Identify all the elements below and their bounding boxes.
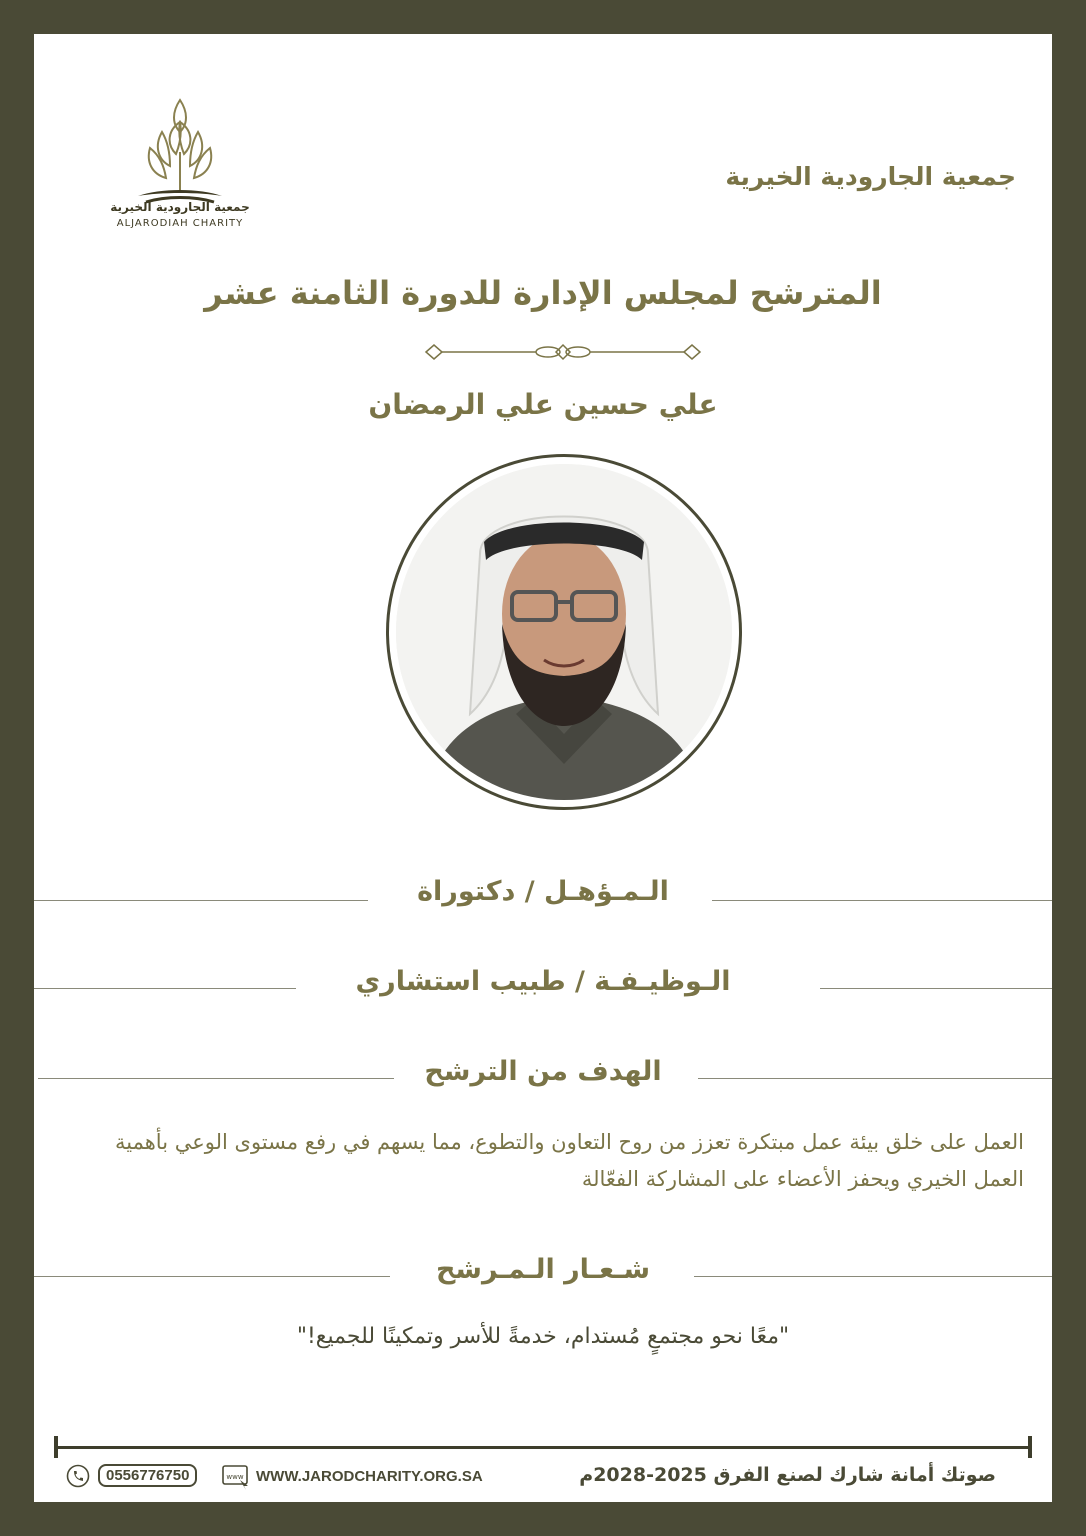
goal-text: العمل على خلق بيئة عمل مبتكرة تعزز من روح التعاون والتطوع، مما يسهم في رفع مستوى الوعي بأهمية العمل الخيري ويحفز الأعضاء على المشاركة الفعّالة <box>114 1130 1024 1191</box>
logo-text-arabic: جمعية الجارودية الخيرية <box>110 200 250 214</box>
phone-number[interactable]: 0556776750 <box>98 1464 197 1487</box>
divider-ornament-icon <box>418 340 708 364</box>
footer-rule-cap <box>1028 1436 1032 1458</box>
slogan-text: "معًا نحو مجتمعٍ مُستدام، خدمةً للأسر وتمكينًا للجميع!" <box>296 1324 790 1349</box>
organization-name: جمعية الجارودية الخيرية <box>725 162 1016 191</box>
job-label: الـوظيـفـة / طبيب استشاري <box>355 966 731 997</box>
candidate-portrait <box>396 464 732 800</box>
website-link[interactable]: WWW.JARODCHARITY.ORG.SA <box>256 1468 483 1485</box>
phone-icon <box>66 1464 90 1488</box>
qualification-label: الـمـؤهـل / دكتوراة <box>417 876 669 907</box>
slogan-heading: شـعـار الـمـرشح <box>435 1254 651 1285</box>
footer-slogan: صوتك أمانة شارك لصنع الفرق 2025-2028م <box>579 1464 996 1486</box>
candidate-name: علي حسين علي الرمضان <box>368 388 718 421</box>
flyer-page <box>34 34 1052 1502</box>
footer-rule <box>56 1446 1030 1449</box>
website-icon <box>222 1464 250 1490</box>
svg-text:www: www <box>226 1473 244 1481</box>
logo-text-english: ALJARODIAH CHARITY <box>116 218 244 229</box>
footer-rule-cap <box>54 1436 58 1458</box>
goal-heading: الهدف من الترشح <box>424 1056 662 1087</box>
page-title: المترشح لمجلس الإدارة للدورة الثامنة عشر <box>204 274 882 312</box>
